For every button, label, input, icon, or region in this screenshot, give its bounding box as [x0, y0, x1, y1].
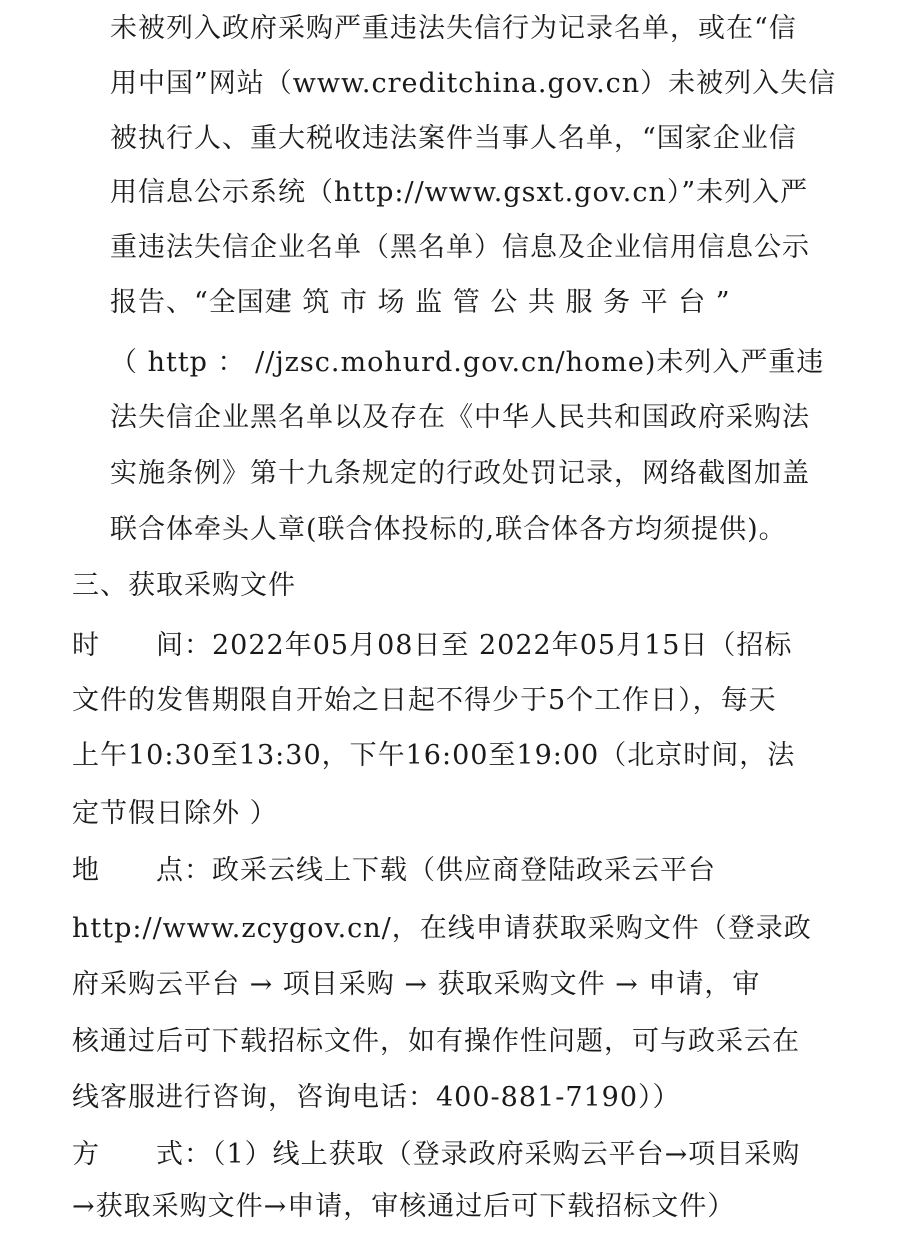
place-line: 府采购云平台 → 项目采购 → 获取采购文件 → 申请，审	[72, 969, 761, 1000]
place-line: 线客服进行咨询，咨询电话：400-881-7190））	[72, 1082, 681, 1113]
text-line: 未被列入政府采购严重违法失信行为记录名单，或在“信	[110, 13, 797, 44]
text-line: 重违法失信企业名单（黑名单）信息及企业信用信息公示	[110, 232, 810, 263]
text-line: 被执行人、重大税收违法案件当事人名单，“国家企业信	[110, 123, 797, 154]
time-line: 上午10:30至13:30，下午16:00至19:00（北京时间，法	[72, 740, 796, 771]
text-line: 联合体牵头人章(联合体投标的,联合体各方均须提供)。	[110, 514, 787, 545]
place-line: 核通过后可下载招标文件，如有操作性问题，可与政采云在	[72, 1026, 800, 1057]
method-line: 方 式：（1）线上获取（登录政府采购云平台→项目采购	[72, 1139, 801, 1170]
text-line: 用信息公示系统（http://www.gsxt.gov.cn）”未列入严	[110, 177, 809, 208]
time-line: 定节假日除外 ）	[72, 798, 278, 829]
place-line: 地 点：政采云线上下载（供应商登陆政采云平台	[72, 855, 716, 886]
text-line: 法失信企业黑名单以及存在《中华人民共和国政府采购法	[110, 402, 810, 433]
text-line: （ http ： //jzsc.mohurd.gov.cn/home)未列入严重违	[110, 347, 825, 378]
text-line: 实施条例》第十九条规定的行政处罚记录，网络截图加盖	[110, 458, 810, 489]
method-line: →获取采购文件→申请，审核通过后可下载招标文件）	[72, 1191, 736, 1222]
place-line: http://www.zcygov.cn/，在线申请获取采购文件（登录政	[72, 913, 812, 944]
section-heading: 三、获取采购文件	[72, 570, 296, 601]
time-line: 时 间：2022年05月08日至 2022年05月15日（招标	[72, 630, 793, 661]
text-line: 用中国”网站（www.creditchina.gov.cn）未被列入失信	[110, 68, 837, 99]
text-line: 报告、“全国建 筑 市 场 监 管 公 共 服 务 平 台 ”	[110, 287, 731, 318]
time-line: 文件的发售期限自开始之日起不得少于5个工作日），每天	[72, 685, 777, 716]
